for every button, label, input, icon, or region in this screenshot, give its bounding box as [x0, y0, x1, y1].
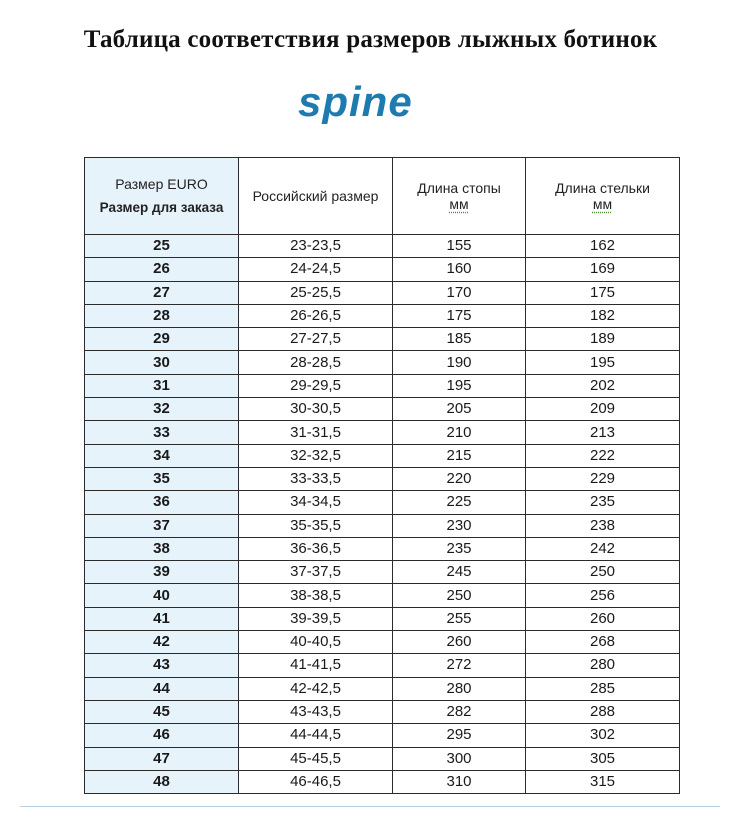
cell-insole-length: 238 — [526, 514, 680, 537]
cell-euro-size: 38 — [85, 537, 239, 560]
cell-foot-length: 260 — [393, 631, 526, 654]
table-row — [85, 584, 680, 607]
cell-euro-size: 40 — [85, 584, 239, 607]
table-row — [85, 770, 680, 793]
cell-euro-size: 39 — [85, 561, 239, 584]
cell-insole-length: 280 — [526, 654, 680, 677]
cell-insole-length: 189 — [526, 328, 680, 351]
table-body — [85, 235, 680, 794]
cell-russian-size: 46-46,5 — [239, 770, 393, 793]
table-row — [85, 374, 680, 397]
table-row — [85, 491, 680, 514]
cell-russian-size: 39-39,5 — [239, 607, 393, 630]
cell-euro-size: 30 — [85, 351, 239, 374]
cell-russian-size: 34-34,5 — [239, 491, 393, 514]
header-insole-length-unit: мм — [592, 196, 613, 212]
bottom-divider — [20, 806, 720, 807]
cell-russian-size: 45-45,5 — [239, 747, 393, 770]
header-foot-length-unit: мм — [449, 196, 469, 212]
cell-foot-length: 170 — [393, 281, 526, 304]
cell-foot-length: 215 — [393, 444, 526, 467]
cell-euro-size: 25 — [85, 235, 239, 258]
cell-insole-length: 209 — [526, 398, 680, 421]
cell-foot-length: 255 — [393, 607, 526, 630]
cell-euro-size: 36 — [85, 491, 239, 514]
cell-russian-size: 23-23,5 — [239, 235, 393, 258]
table-row — [85, 677, 680, 700]
cell-foot-length: 175 — [393, 304, 526, 327]
table-row — [85, 631, 680, 654]
cell-foot-length: 160 — [393, 258, 526, 281]
cell-insole-length: 315 — [526, 770, 680, 793]
cell-russian-size: 42-42,5 — [239, 677, 393, 700]
cell-euro-size: 48 — [85, 770, 239, 793]
cell-russian-size: 41-41,5 — [239, 654, 393, 677]
table-row — [85, 258, 680, 281]
cell-euro-size: 37 — [85, 514, 239, 537]
header-foot-length-label: Длина стопы — [417, 180, 501, 196]
cell-russian-size: 31-31,5 — [239, 421, 393, 444]
cell-foot-length: 235 — [393, 537, 526, 560]
cell-insole-length: 268 — [526, 631, 680, 654]
cell-russian-size: 32-32,5 — [239, 444, 393, 467]
cell-russian-size: 29-29,5 — [239, 374, 393, 397]
cell-euro-size: 31 — [85, 374, 239, 397]
cell-euro-size: 46 — [85, 724, 239, 747]
cell-euro-size: 35 — [85, 467, 239, 490]
cell-insole-length: 175 — [526, 281, 680, 304]
cell-insole-length: 169 — [526, 258, 680, 281]
cell-euro-size: 28 — [85, 304, 239, 327]
table-row — [85, 444, 680, 467]
cell-foot-length: 210 — [393, 421, 526, 444]
table-row — [85, 235, 680, 258]
cell-insole-length: 288 — [526, 700, 680, 723]
cell-foot-length: 230 — [393, 514, 526, 537]
cell-insole-length: 195 — [526, 351, 680, 374]
cell-russian-size: 25-25,5 — [239, 281, 393, 304]
header-euro-label: Размер EURO — [115, 176, 208, 192]
cell-insole-length: 182 — [526, 304, 680, 327]
cell-euro-size: 29 — [85, 328, 239, 351]
table-row — [85, 467, 680, 490]
cell-insole-length: 213 — [526, 421, 680, 444]
brand-logo-text: spine — [298, 80, 413, 124]
cell-insole-length: 260 — [526, 607, 680, 630]
cell-russian-size: 26-26,5 — [239, 304, 393, 327]
cell-russian-size: 24-24,5 — [239, 258, 393, 281]
page-title: Таблица соответствия размеров лыжных ботинок — [83, 26, 658, 53]
cell-euro-size: 45 — [85, 700, 239, 723]
cell-foot-length: 155 — [393, 235, 526, 258]
table-row — [85, 654, 680, 677]
table-row — [85, 747, 680, 770]
cell-foot-length: 245 — [393, 561, 526, 584]
table-row — [85, 607, 680, 630]
cell-euro-size: 33 — [85, 421, 239, 444]
brand-logo — [292, 80, 468, 124]
cell-russian-size: 30-30,5 — [239, 398, 393, 421]
cell-euro-size: 43 — [85, 654, 239, 677]
cell-foot-length: 250 — [393, 584, 526, 607]
header-insole-length — [526, 158, 680, 235]
cell-euro-size: 27 — [85, 281, 239, 304]
cell-russian-size: 33-33,5 — [239, 467, 393, 490]
cell-foot-length: 300 — [393, 747, 526, 770]
cell-euro-size: 44 — [85, 677, 239, 700]
header-insole-length-label: Длина стельки — [555, 180, 650, 196]
cell-russian-size: 44-44,5 — [239, 724, 393, 747]
header-row — [85, 158, 680, 235]
cell-foot-length: 205 — [393, 398, 526, 421]
cell-insole-length: 222 — [526, 444, 680, 467]
table-row — [85, 351, 680, 374]
header-order-size-label: Размер для заказа — [99, 200, 224, 215]
cell-euro-size: 34 — [85, 444, 239, 467]
cell-insole-length: 162 — [526, 235, 680, 258]
table-row — [85, 700, 680, 723]
cell-insole-length: 250 — [526, 561, 680, 584]
table-row — [85, 561, 680, 584]
cell-foot-length: 195 — [393, 374, 526, 397]
cell-euro-size: 41 — [85, 607, 239, 630]
cell-foot-length: 225 — [393, 491, 526, 514]
cell-insole-length: 235 — [526, 491, 680, 514]
cell-euro-size: 47 — [85, 747, 239, 770]
header-euro-size — [85, 158, 239, 235]
cell-insole-length: 242 — [526, 537, 680, 560]
cell-foot-length: 282 — [393, 700, 526, 723]
table-row — [85, 724, 680, 747]
table-row — [85, 304, 680, 327]
cell-euro-size: 26 — [85, 258, 239, 281]
header-foot-length — [393, 158, 526, 235]
table-row — [85, 537, 680, 560]
cell-foot-length: 295 — [393, 724, 526, 747]
cell-euro-size: 42 — [85, 631, 239, 654]
cell-euro-size: 32 — [85, 398, 239, 421]
cell-insole-length: 305 — [526, 747, 680, 770]
cell-russian-size: 38-38,5 — [239, 584, 393, 607]
size-table — [84, 157, 680, 794]
table-row — [85, 328, 680, 351]
cell-foot-length: 190 — [393, 351, 526, 374]
cell-russian-size: 35-35,5 — [239, 514, 393, 537]
table-row — [85, 281, 680, 304]
cell-foot-length: 280 — [393, 677, 526, 700]
cell-russian-size: 43-43,5 — [239, 700, 393, 723]
cell-russian-size: 27-27,5 — [239, 328, 393, 351]
cell-russian-size: 28-28,5 — [239, 351, 393, 374]
cell-foot-length: 220 — [393, 467, 526, 490]
cell-insole-length: 202 — [526, 374, 680, 397]
table-row — [85, 421, 680, 444]
cell-insole-length: 285 — [526, 677, 680, 700]
header-russian-size: Российский размер — [239, 158, 393, 235]
cell-russian-size: 40-40,5 — [239, 631, 393, 654]
cell-foot-length: 272 — [393, 654, 526, 677]
cell-insole-length: 256 — [526, 584, 680, 607]
cell-russian-size: 37-37,5 — [239, 561, 393, 584]
cell-foot-length: 185 — [393, 328, 526, 351]
table-row — [85, 398, 680, 421]
table-row — [85, 514, 680, 537]
cell-russian-size: 36-36,5 — [239, 537, 393, 560]
cell-foot-length: 310 — [393, 770, 526, 793]
cell-insole-length: 302 — [526, 724, 680, 747]
cell-insole-length: 229 — [526, 467, 680, 490]
